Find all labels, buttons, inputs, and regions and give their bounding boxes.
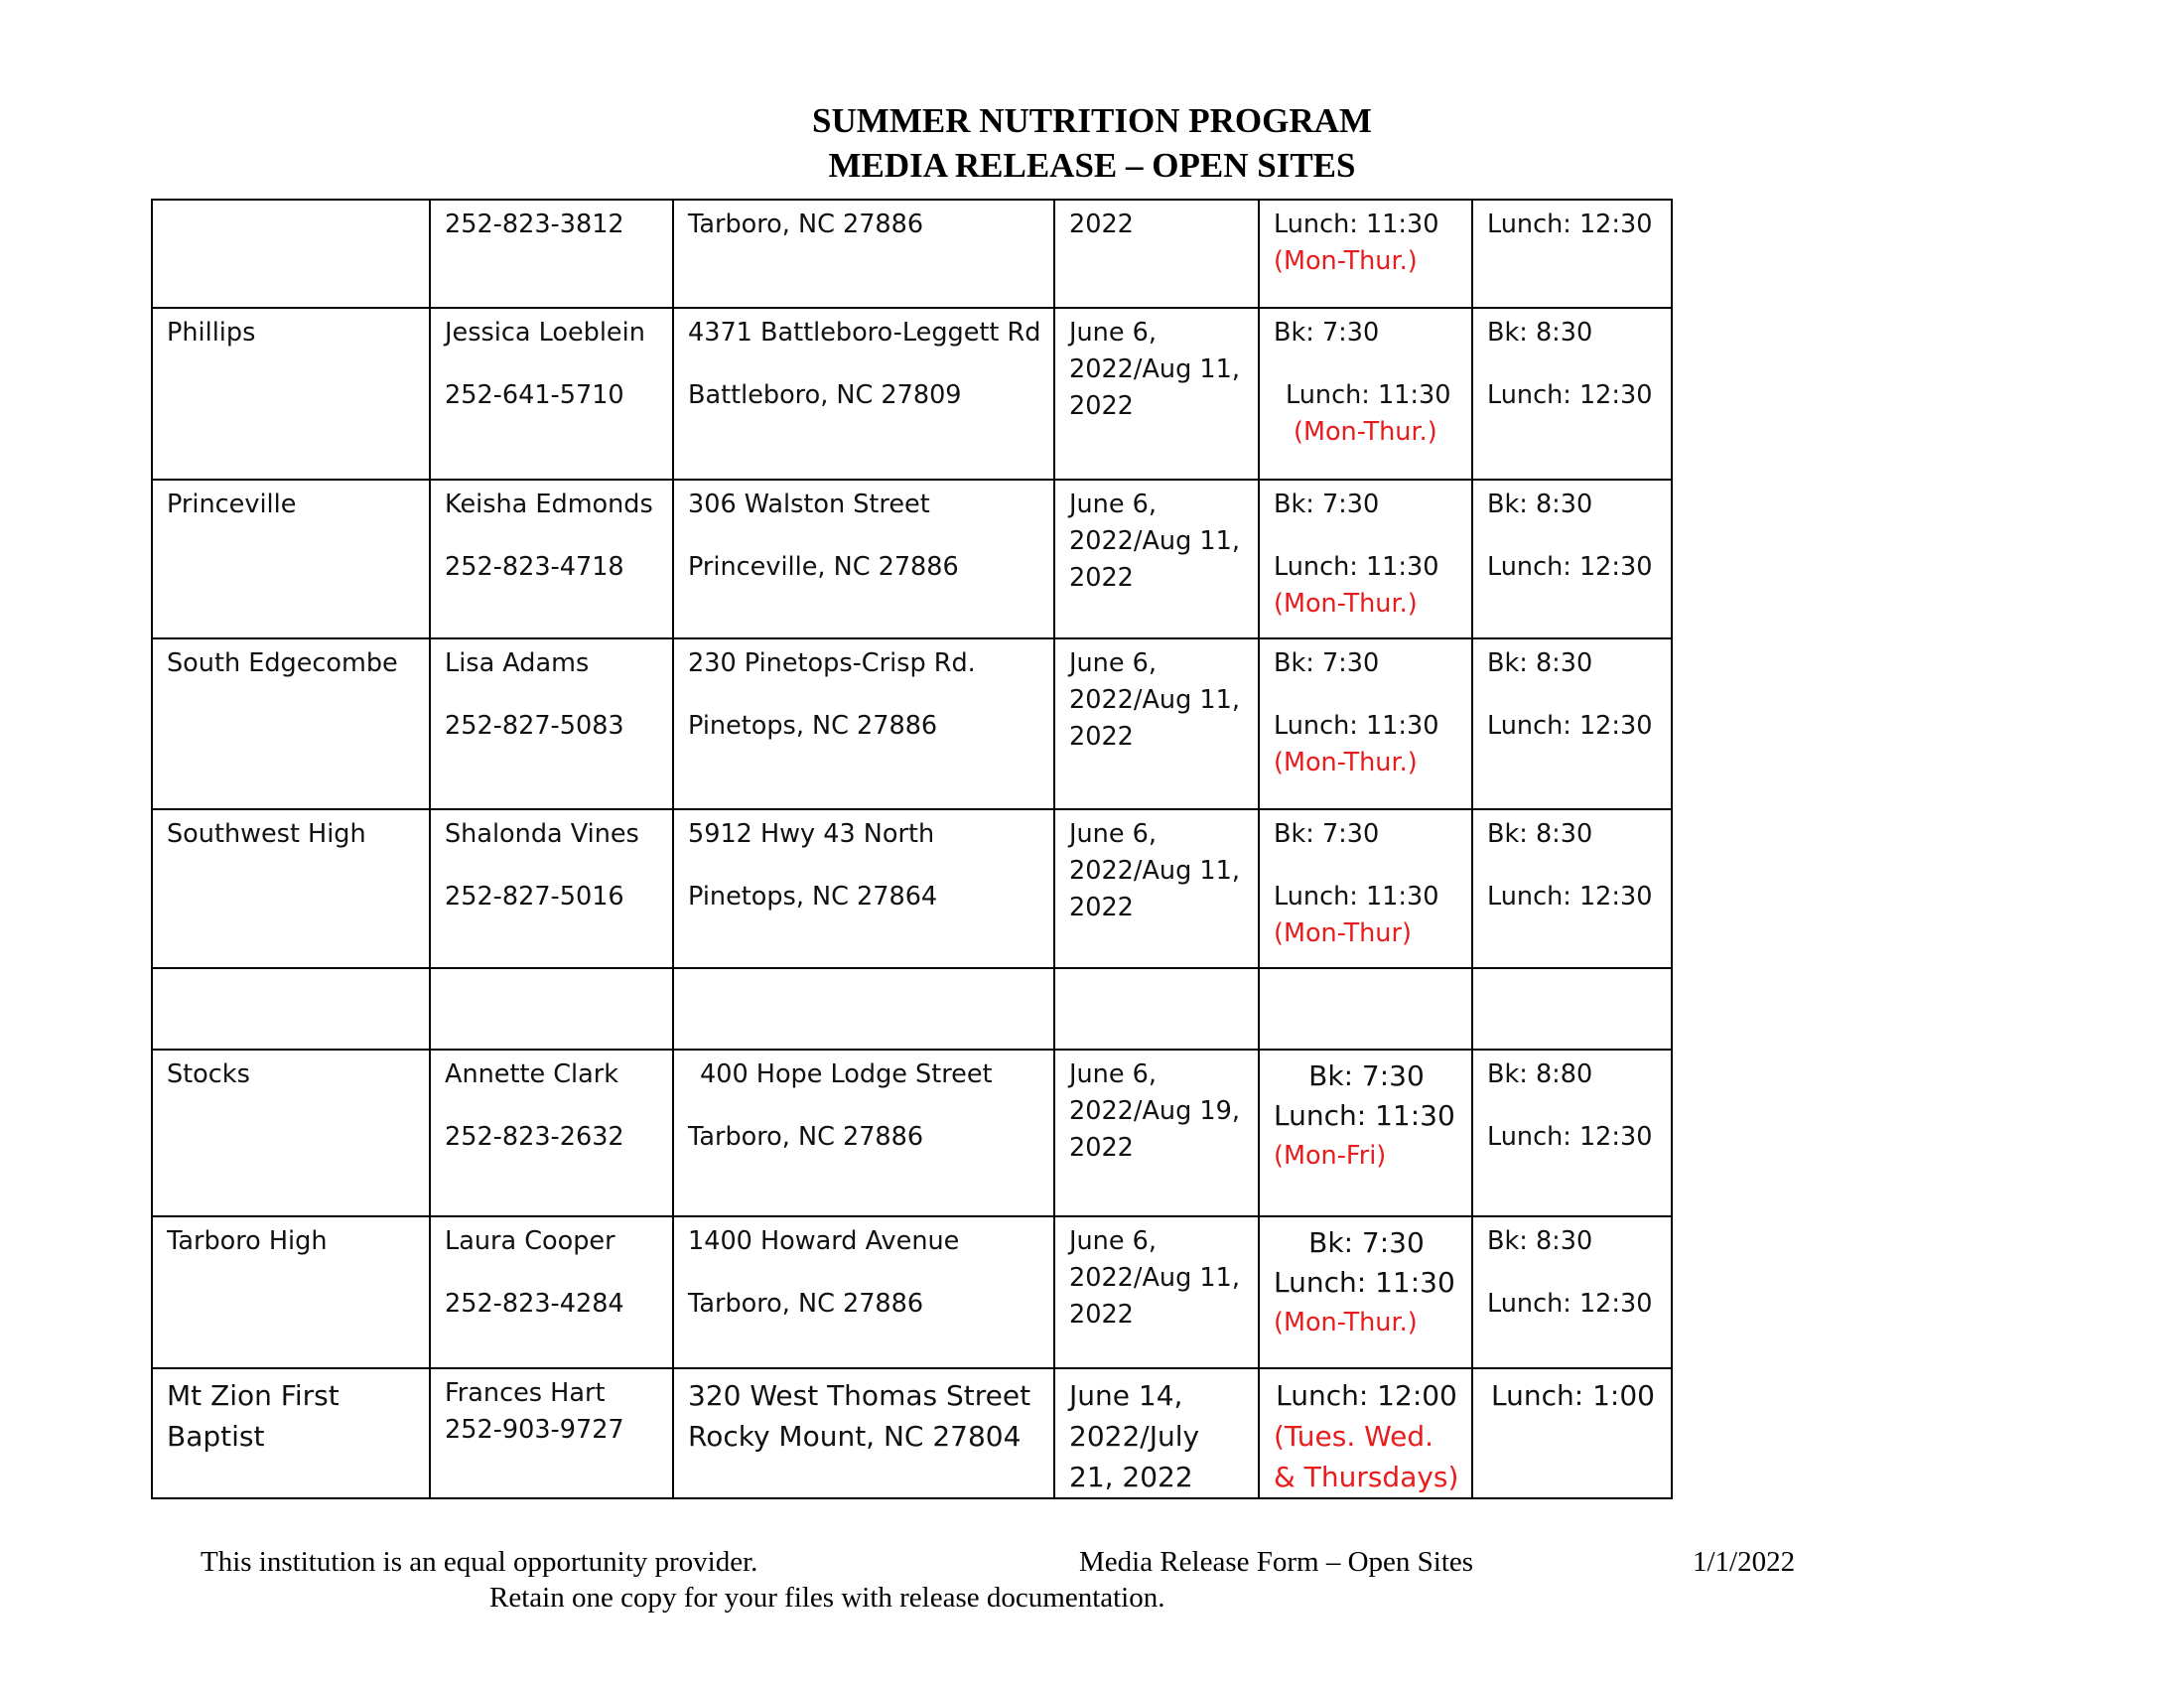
table-row xyxy=(152,480,1672,638)
table-row xyxy=(152,1216,1672,1368)
empty-cell xyxy=(430,968,673,1050)
serve-time-cell xyxy=(1259,200,1472,308)
lunch-time: Lunch: 12:30 xyxy=(1487,210,1653,239)
contact-cell xyxy=(430,638,673,809)
serve-days: (Mon-Thur.) xyxy=(1274,589,1418,619)
serve-time-cell xyxy=(1259,480,1472,638)
serve-days: (Mon-Thur.) xyxy=(1274,1308,1418,1337)
lunch-time: Lunch: 12:30 xyxy=(1487,380,1653,410)
lunch-time: Lunch: 11:30 xyxy=(1274,552,1439,582)
address-line: 306 Walston Street xyxy=(688,490,930,519)
date-line: 2022/Aug 11, xyxy=(1069,1263,1240,1293)
contact-cell xyxy=(430,480,673,638)
breakfast-time: Bk: 7:30 xyxy=(1308,1059,1425,1092)
date-line: 2022 xyxy=(1069,210,1134,239)
site-cell: Tarboro High xyxy=(152,1216,430,1368)
contact-cell xyxy=(430,308,673,480)
lunch-time: Lunch: 12:00 xyxy=(1276,1379,1457,1412)
date-line: 21, 2022 xyxy=(1069,1461,1193,1493)
lunch-time: Lunch: 12:30 xyxy=(1487,882,1653,912)
contact-phone: 252-823-3812 xyxy=(445,210,624,239)
lunch-time: Lunch: 12:30 xyxy=(1487,552,1653,582)
address-line: Tarboro, NC 27886 xyxy=(688,210,924,239)
breakfast-time: Bk: 7:30 xyxy=(1274,648,1380,678)
lunch-time: Lunch: 12:30 xyxy=(1487,711,1653,741)
open-sites-table xyxy=(151,199,1673,1499)
address-line: Tarboro, NC 27886 xyxy=(688,1289,924,1319)
breakfast-time: Bk: 8:30 xyxy=(1487,490,1593,519)
lunch-time: Lunch: 11:30 xyxy=(1274,882,1439,912)
contact-phone: 252-823-2632 xyxy=(445,1122,624,1152)
form-name: Media Release Form – Open Sites xyxy=(1079,1546,1474,1578)
serve-days: (Mon-Fri) xyxy=(1274,1141,1387,1171)
contact-name: Annette Clark xyxy=(445,1059,619,1089)
form-date: 1/1/2022 xyxy=(1693,1546,1796,1578)
serve-time-cell xyxy=(1259,1050,1472,1216)
page-subtitle: MEDIA RELEASE – OPEN SITES xyxy=(828,146,1356,185)
address-line: 5912 Hwy 43 North xyxy=(688,819,935,849)
end-time-cell xyxy=(1472,200,1672,308)
table-row xyxy=(152,308,1672,480)
serve-time-cell xyxy=(1259,638,1472,809)
contact-name: Lisa Adams xyxy=(445,648,590,678)
equal-opportunity-statement: This institution is an equal opportunity provider. xyxy=(201,1546,758,1578)
date-line: June 14, xyxy=(1069,1379,1183,1412)
dates-cell xyxy=(1054,809,1259,968)
site-cell: South Edgecombe xyxy=(152,638,430,809)
end-time-cell xyxy=(1472,480,1672,638)
site-cell: Southwest High xyxy=(152,809,430,968)
serve-time-cell xyxy=(1259,1368,1472,1498)
date-line: 2022/July xyxy=(1069,1420,1200,1453)
address-line: 4371 Battleboro-Leggett Rd xyxy=(688,318,1041,348)
table-row xyxy=(152,809,1672,968)
date-line: June 6, xyxy=(1069,490,1157,519)
table-row xyxy=(152,1050,1672,1216)
date-line: 2022/Aug 11, xyxy=(1069,856,1240,886)
site-cell xyxy=(152,1368,430,1498)
lunch-time: Lunch: 11:30 xyxy=(1274,210,1439,239)
breakfast-time: Bk: 8:30 xyxy=(1487,648,1593,678)
contact-cell xyxy=(430,200,673,308)
retain-note: Retain one copy for your files with release documentation. xyxy=(489,1582,1165,1614)
lunch-time: Lunch: 12:30 xyxy=(1487,1289,1653,1319)
dates-cell xyxy=(1054,1050,1259,1216)
site-cell: Stocks xyxy=(152,1050,430,1216)
address-cell xyxy=(673,1050,1054,1216)
serve-days-line: (Tues. Wed. xyxy=(1274,1420,1434,1453)
contact-phone: 252-827-5016 xyxy=(445,882,624,912)
date-line: June 6, xyxy=(1069,1226,1157,1256)
date-line: June 6, xyxy=(1069,1059,1157,1089)
breakfast-time: Bk: 8:30 xyxy=(1487,1226,1593,1256)
date-line: 2022 xyxy=(1069,893,1134,922)
serve-days: (Mon-Thur) xyxy=(1274,918,1412,948)
serve-time-cell xyxy=(1259,308,1472,480)
serve-time-cell xyxy=(1259,809,1472,968)
date-line: 2022/Aug 11, xyxy=(1069,526,1240,556)
date-line: 2022 xyxy=(1069,391,1134,421)
serve-days: (Mon-Thur.) xyxy=(1294,417,1437,447)
lunch-time: Lunch: 11:30 xyxy=(1286,380,1451,410)
date-line: June 6, xyxy=(1069,819,1157,849)
serve-days: (Mon-Thur.) xyxy=(1274,748,1418,777)
address-line: 1400 Howard Avenue xyxy=(688,1226,960,1256)
site-name-line: Mt Zion First xyxy=(167,1379,340,1412)
dates-cell xyxy=(1054,638,1259,809)
address-line: Rocky Mount, NC 27804 xyxy=(688,1420,1022,1453)
date-line: 2022 xyxy=(1069,1133,1134,1163)
date-line: 2022/Aug 11, xyxy=(1069,685,1240,715)
contact-name: Shalonda Vines xyxy=(445,819,639,849)
end-time-cell xyxy=(1472,308,1672,480)
contact-phone: 252-823-4284 xyxy=(445,1289,624,1319)
breakfast-time: Bk: 8:30 xyxy=(1487,318,1593,348)
serve-days-line: & Thursdays) xyxy=(1274,1461,1459,1493)
contact-phone: 252-827-5083 xyxy=(445,711,624,741)
address-cell xyxy=(673,809,1054,968)
site-cell: Phillips xyxy=(152,308,430,480)
address-line: Pinetops, NC 27864 xyxy=(688,882,938,912)
empty-cell xyxy=(1472,968,1672,1050)
address-cell xyxy=(673,638,1054,809)
address-cell xyxy=(673,480,1054,638)
table-row xyxy=(152,638,1672,809)
end-time-cell xyxy=(1472,1368,1672,1498)
lunch-time: Lunch: 11:30 xyxy=(1274,1099,1455,1132)
lunch-time: Lunch: 11:30 xyxy=(1274,711,1439,741)
empty-cell xyxy=(673,968,1054,1050)
dates-cell xyxy=(1054,1216,1259,1368)
date-line: 2022 xyxy=(1069,1300,1134,1330)
breakfast-time: Bk: 7:30 xyxy=(1274,490,1380,519)
contact-name: Frances Hart xyxy=(445,1378,606,1408)
address-cell xyxy=(673,1368,1054,1498)
empty-cell xyxy=(152,968,430,1050)
date-line: 2022 xyxy=(1069,722,1134,752)
serve-days: (Mon-Thur.) xyxy=(1274,246,1418,276)
contact-name: Jessica Loeblein xyxy=(445,318,645,348)
table-row xyxy=(152,1368,1672,1498)
address-cell xyxy=(673,1216,1054,1368)
lunch-time: Lunch: 12:30 xyxy=(1487,1122,1653,1152)
lunch-time: Lunch: 1:00 xyxy=(1491,1379,1655,1412)
date-line: 2022/Aug 11, xyxy=(1069,354,1240,384)
contact-cell xyxy=(430,1050,673,1216)
empty-row xyxy=(152,968,1672,1050)
contact-cell xyxy=(430,1368,673,1498)
end-time-cell xyxy=(1472,1050,1672,1216)
address-line: 400 Hope Lodge Street xyxy=(700,1059,993,1089)
address-line: Battleboro, NC 27809 xyxy=(688,380,962,410)
contact-phone: 252-823-4718 xyxy=(445,552,624,582)
end-time-cell xyxy=(1472,809,1672,968)
address-line: Pinetops, NC 27886 xyxy=(688,711,938,741)
serve-time-cell xyxy=(1259,1216,1472,1368)
contact-name: Keisha Edmonds xyxy=(445,490,653,519)
site-cell: Princeville xyxy=(152,480,430,638)
site-name-line: Baptist xyxy=(167,1420,265,1453)
address-line: Princeville, NC 27886 xyxy=(688,552,959,582)
address-line: Tarboro, NC 27886 xyxy=(688,1122,924,1152)
address-cell xyxy=(673,308,1054,480)
lunch-time: Lunch: 11:30 xyxy=(1274,1266,1455,1299)
contact-cell xyxy=(430,1216,673,1368)
breakfast-time: Bk: 8:30 xyxy=(1487,819,1593,849)
address-line: 230 Pinetops-Crisp Rd. xyxy=(688,648,976,678)
empty-cell xyxy=(1259,968,1472,1050)
table-row xyxy=(152,200,1672,308)
contact-phone: 252-903-9727 xyxy=(445,1415,624,1445)
end-time-cell xyxy=(1472,638,1672,809)
dates-cell xyxy=(1054,480,1259,638)
contact-cell xyxy=(430,809,673,968)
breakfast-time: Bk: 7:30 xyxy=(1308,1226,1425,1259)
dates-cell xyxy=(1054,308,1259,480)
date-line: 2022/Aug 19, xyxy=(1069,1096,1240,1126)
breakfast-time: Bk: 8:80 xyxy=(1487,1059,1593,1089)
contact-name: Laura Cooper xyxy=(445,1226,615,1256)
breakfast-time: Bk: 7:30 xyxy=(1274,819,1380,849)
contact-phone: 252-641-5710 xyxy=(445,380,624,410)
end-time-cell xyxy=(1472,1216,1672,1368)
page-title: SUMMER NUTRITION PROGRAM xyxy=(812,101,1372,140)
empty-cell xyxy=(1054,968,1259,1050)
dates-cell xyxy=(1054,200,1259,308)
address-line: 320 West Thomas Street xyxy=(688,1379,1031,1412)
dates-cell xyxy=(1054,1368,1259,1498)
breakfast-time: Bk: 7:30 xyxy=(1274,318,1380,348)
site-cell xyxy=(152,200,430,308)
date-line: 2022 xyxy=(1069,563,1134,593)
date-line: June 6, xyxy=(1069,318,1157,348)
address-cell xyxy=(673,200,1054,308)
date-line: June 6, xyxy=(1069,648,1157,678)
